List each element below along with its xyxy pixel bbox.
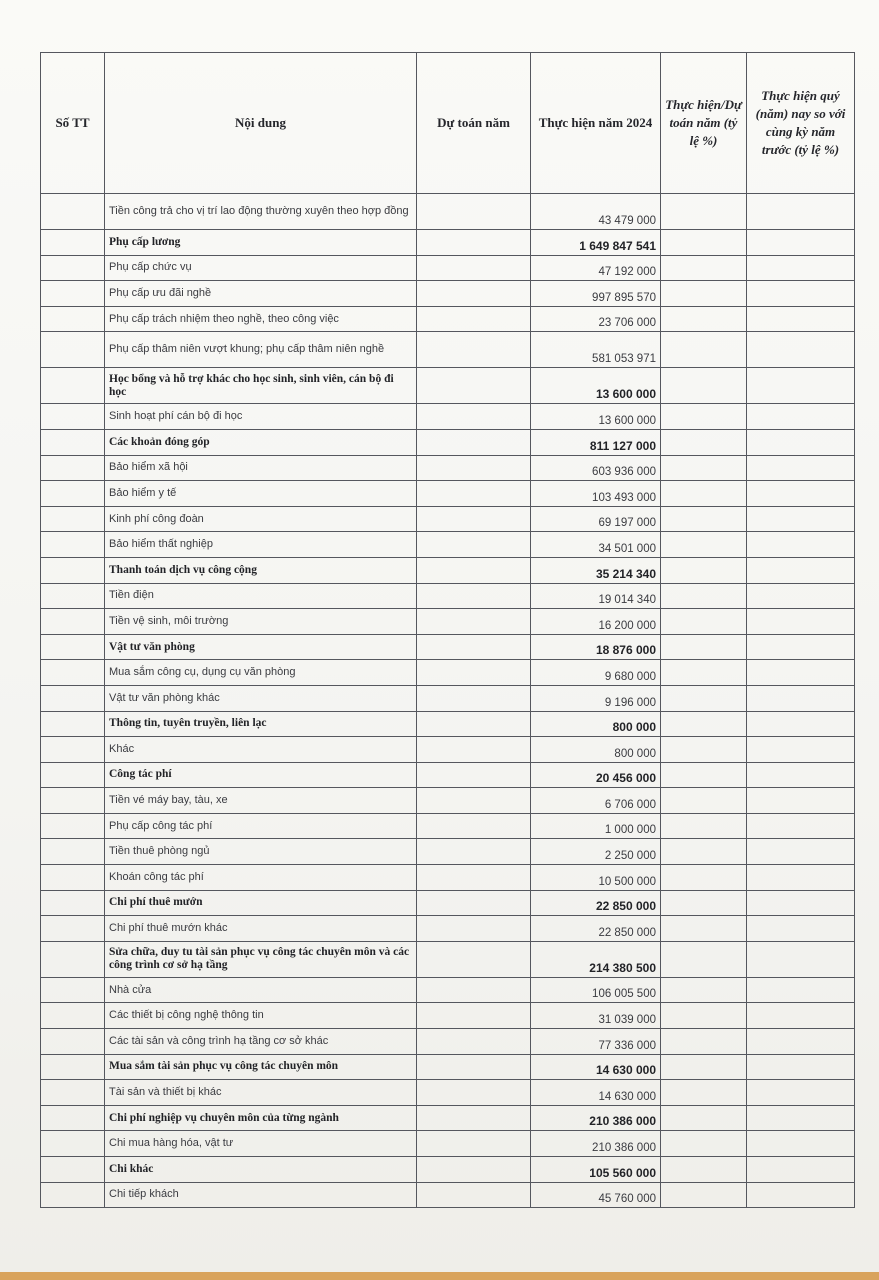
cell-stt: [41, 306, 105, 332]
desk-edge: [0, 1272, 879, 1280]
cell-ty-le: [661, 941, 747, 977]
cell-du-toan: [417, 839, 531, 865]
cell-noi-dung: Phụ cấp chức vụ: [105, 255, 417, 281]
cell-du-toan: [417, 660, 531, 686]
cell-stt: [41, 1157, 105, 1183]
table-row: [41, 583, 855, 609]
cell-du-toan: [417, 368, 531, 404]
cell-thuc-hien: 16 200 000: [531, 609, 661, 635]
cell-thuc-hien: 20 456 000: [531, 762, 661, 788]
table-row: [41, 1080, 855, 1106]
cell-noi-dung: Vật tư văn phòng khác: [105, 685, 417, 711]
cell-so-sanh: [747, 1182, 855, 1208]
cell-noi-dung: Tiền thuê phòng ngủ: [105, 839, 417, 865]
table-row: [41, 506, 855, 532]
cell-stt: [41, 762, 105, 788]
cell-noi-dung: Tài sản và thiết bị khác: [105, 1080, 417, 1106]
cell-stt: [41, 230, 105, 256]
cell-ty-le: [661, 481, 747, 507]
cell-ty-le: [661, 788, 747, 814]
cell-noi-dung: Sinh hoạt phí cán bộ đi học: [105, 404, 417, 430]
cell-noi-dung: Chi khác: [105, 1157, 417, 1183]
cell-noi-dung: Các thiết bị công nghệ thông tin: [105, 1003, 417, 1029]
cell-so-sanh: [747, 404, 855, 430]
table-row: [41, 737, 855, 763]
cell-so-sanh: [747, 1054, 855, 1080]
cell-du-toan: [417, 890, 531, 916]
cell-noi-dung: Thông tin, tuyên truyền, liên lạc: [105, 711, 417, 737]
table-row: [41, 481, 855, 507]
cell-du-toan: [417, 916, 531, 942]
cell-thuc-hien: 210 386 000: [531, 1105, 661, 1131]
cell-ty-le: [661, 1054, 747, 1080]
cell-ty-le: [661, 1131, 747, 1157]
cell-thuc-hien: 45 760 000: [531, 1182, 661, 1208]
cell-du-toan: [417, 941, 531, 977]
cell-noi-dung: Học bổng và hỗ trợ khác cho học sinh, sinh viên, cán bộ đi học: [105, 368, 417, 404]
cell-stt: [41, 865, 105, 891]
cell-ty-le: [661, 634, 747, 660]
table-row: [41, 839, 855, 865]
cell-du-toan: [417, 865, 531, 891]
cell-noi-dung: Mua sắm công cụ, dụng cụ văn phòng: [105, 660, 417, 686]
cell-du-toan: [417, 1029, 531, 1055]
cell-ty-le: [661, 404, 747, 430]
table-row: [41, 941, 855, 977]
cell-noi-dung: Tiền vệ sinh, môi trường: [105, 609, 417, 635]
cell-ty-le: [661, 583, 747, 609]
table-row: [41, 813, 855, 839]
table-row: [41, 1131, 855, 1157]
cell-ty-le: [661, 1157, 747, 1183]
cell-thuc-hien: 9 680 000: [531, 660, 661, 686]
cell-so-sanh: [747, 368, 855, 404]
cell-noi-dung: Tiền vé máy bay, tàu, xe: [105, 788, 417, 814]
cell-stt: [41, 506, 105, 532]
cell-du-toan: [417, 429, 531, 455]
table-row: [41, 455, 855, 481]
cell-noi-dung: Các tài sản và công trình hạ tầng cơ sở khác: [105, 1029, 417, 1055]
cell-stt: [41, 916, 105, 942]
table-row: [41, 1157, 855, 1183]
cell-so-sanh: [747, 506, 855, 532]
cell-so-sanh: [747, 281, 855, 307]
table-row: [41, 609, 855, 635]
cell-stt: [41, 1131, 105, 1157]
cell-thuc-hien: 603 936 000: [531, 455, 661, 481]
cell-so-sanh: [747, 194, 855, 230]
cell-noi-dung: Vật tư văn phòng: [105, 634, 417, 660]
cell-thuc-hien: 13 600 000: [531, 404, 661, 430]
cell-du-toan: [417, 1054, 531, 1080]
cell-du-toan: [417, 281, 531, 307]
cell-ty-le: [661, 813, 747, 839]
cell-du-toan: [417, 762, 531, 788]
cell-thuc-hien: 14 630 000: [531, 1080, 661, 1106]
cell-stt: [41, 977, 105, 1003]
cell-thuc-hien: 997 895 570: [531, 281, 661, 307]
cell-ty-le: [661, 609, 747, 635]
cell-so-sanh: [747, 1003, 855, 1029]
cell-stt: [41, 1182, 105, 1208]
cell-thuc-hien: 214 380 500: [531, 941, 661, 977]
cell-noi-dung: Khoán công tác phí: [105, 865, 417, 891]
cell-so-sanh: [747, 977, 855, 1003]
header-ty-le: Thực hiện/Dự toán năm (tỷ lệ %): [661, 53, 747, 194]
cell-ty-le: [661, 1080, 747, 1106]
cell-thuc-hien: 69 197 000: [531, 506, 661, 532]
cell-ty-le: [661, 737, 747, 763]
cell-du-toan: [417, 1105, 531, 1131]
cell-thuc-hien: 47 192 000: [531, 255, 661, 281]
cell-noi-dung: Chi phí nghiệp vụ chuyên môn của từng ngành: [105, 1105, 417, 1131]
header-noi-dung: Nội dung: [105, 53, 417, 194]
cell-thuc-hien: 1 649 847 541: [531, 230, 661, 256]
cell-stt: [41, 813, 105, 839]
cell-so-sanh: [747, 583, 855, 609]
cell-ty-le: [661, 455, 747, 481]
budget-table: [40, 52, 855, 1208]
cell-du-toan: [417, 977, 531, 1003]
cell-du-toan: [417, 1182, 531, 1208]
cell-thuc-hien: 105 560 000: [531, 1157, 661, 1183]
cell-so-sanh: [747, 230, 855, 256]
cell-stt: [41, 557, 105, 583]
cell-thuc-hien: 800 000: [531, 737, 661, 763]
cell-stt: [41, 660, 105, 686]
cell-du-toan: [417, 583, 531, 609]
header-stt: Số TT: [41, 53, 105, 194]
cell-stt: [41, 711, 105, 737]
cell-thuc-hien: 22 850 000: [531, 916, 661, 942]
cell-du-toan: [417, 404, 531, 430]
cell-so-sanh: [747, 711, 855, 737]
cell-noi-dung: Sửa chữa, duy tu tài sản phục vụ công tác chuyên môn và các công trình cơ sở hạ tầng: [105, 941, 417, 977]
cell-noi-dung: Khác: [105, 737, 417, 763]
table-header-row: [41, 53, 855, 194]
cell-ty-le: [661, 865, 747, 891]
cell-noi-dung: Tiền công trả cho vị trí lao động thường xuyên theo hợp đồng: [105, 194, 417, 230]
header-so-sanh: Thực hiện quý (năm) nay so với cùng kỳ năm trước (tỷ lệ %): [747, 53, 855, 194]
cell-ty-le: [661, 685, 747, 711]
cell-ty-le: [661, 194, 747, 230]
cell-so-sanh: [747, 306, 855, 332]
cell-thuc-hien: 23 706 000: [531, 306, 661, 332]
cell-stt: [41, 532, 105, 558]
cell-so-sanh: [747, 660, 855, 686]
table-row: [41, 634, 855, 660]
table-row: [41, 711, 855, 737]
cell-so-sanh: [747, 890, 855, 916]
cell-noi-dung: Mua sắm tài sản phục vụ công tác chuyên môn: [105, 1054, 417, 1080]
cell-thuc-hien: 13 600 000: [531, 368, 661, 404]
cell-noi-dung: Tiền điện: [105, 583, 417, 609]
cell-stt: [41, 429, 105, 455]
table-row: [41, 788, 855, 814]
cell-du-toan: [417, 1003, 531, 1029]
cell-thuc-hien: 18 876 000: [531, 634, 661, 660]
cell-thuc-hien: 103 493 000: [531, 481, 661, 507]
cell-ty-le: [661, 1003, 747, 1029]
cell-du-toan: [417, 194, 531, 230]
cell-thuc-hien: 31 039 000: [531, 1003, 661, 1029]
cell-ty-le: [661, 660, 747, 686]
cell-ty-le: [661, 839, 747, 865]
cell-ty-le: [661, 557, 747, 583]
cell-ty-le: [661, 1029, 747, 1055]
cell-du-toan: [417, 1157, 531, 1183]
cell-noi-dung: Bảo hiểm xã hội: [105, 455, 417, 481]
cell-ty-le: [661, 332, 747, 368]
cell-so-sanh: [747, 1157, 855, 1183]
cell-ty-le: [661, 1182, 747, 1208]
cell-stt: [41, 890, 105, 916]
cell-du-toan: [417, 532, 531, 558]
cell-du-toan: [417, 711, 531, 737]
cell-du-toan: [417, 685, 531, 711]
cell-thuc-hien: 10 500 000: [531, 865, 661, 891]
cell-stt: [41, 481, 105, 507]
cell-so-sanh: [747, 737, 855, 763]
cell-du-toan: [417, 557, 531, 583]
cell-noi-dung: Phụ cấp ưu đãi nghề: [105, 281, 417, 307]
table-row: [41, 429, 855, 455]
cell-noi-dung: Kinh phí công đoàn: [105, 506, 417, 532]
table-row: [41, 977, 855, 1003]
cell-du-toan: [417, 255, 531, 281]
cell-thuc-hien: 2 250 000: [531, 839, 661, 865]
cell-noi-dung: Chi phí thuê mướn khác: [105, 916, 417, 942]
table-row: [41, 255, 855, 281]
header-du-toan: Dự toán năm: [417, 53, 531, 194]
cell-so-sanh: [747, 332, 855, 368]
cell-thuc-hien: 14 630 000: [531, 1054, 661, 1080]
cell-noi-dung: Nhà cửa: [105, 977, 417, 1003]
table-row: [41, 762, 855, 788]
cell-stt: [41, 737, 105, 763]
cell-du-toan: [417, 306, 531, 332]
cell-stt: [41, 583, 105, 609]
cell-stt: [41, 332, 105, 368]
table-row: [41, 685, 855, 711]
table-row: [41, 281, 855, 307]
cell-noi-dung: Chi mua hàng hóa, vật tư: [105, 1131, 417, 1157]
cell-du-toan: [417, 788, 531, 814]
table-row: [41, 1029, 855, 1055]
cell-so-sanh: [747, 481, 855, 507]
table-row: [41, 865, 855, 891]
cell-du-toan: [417, 634, 531, 660]
cell-ty-le: [661, 977, 747, 1003]
cell-so-sanh: [747, 865, 855, 891]
cell-thuc-hien: 43 479 000: [531, 194, 661, 230]
cell-noi-dung: Thanh toán dịch vụ công cộng: [105, 557, 417, 583]
cell-so-sanh: [747, 685, 855, 711]
cell-noi-dung: Phụ cấp thâm niên vượt khung; phụ cấp thâm niên nghề: [105, 332, 417, 368]
cell-stt: [41, 368, 105, 404]
table-row: [41, 890, 855, 916]
table-row: [41, 306, 855, 332]
table-row: [41, 660, 855, 686]
header-thuc-hien: Thực hiện năm 2024: [531, 53, 661, 194]
cell-so-sanh: [747, 1131, 855, 1157]
cell-stt: [41, 1029, 105, 1055]
cell-ty-le: [661, 230, 747, 256]
cell-ty-le: [661, 762, 747, 788]
cell-stt: [41, 839, 105, 865]
cell-thuc-hien: 581 053 971: [531, 332, 661, 368]
table-row: [41, 1054, 855, 1080]
cell-noi-dung: Công tác phí: [105, 762, 417, 788]
cell-ty-le: [661, 711, 747, 737]
cell-ty-le: [661, 1105, 747, 1131]
cell-thuc-hien: 34 501 000: [531, 532, 661, 558]
table-row: [41, 194, 855, 230]
table-row: [41, 404, 855, 430]
table-row: [41, 230, 855, 256]
cell-ty-le: [661, 890, 747, 916]
cell-du-toan: [417, 481, 531, 507]
cell-so-sanh: [747, 813, 855, 839]
cell-thuc-hien: 1 000 000: [531, 813, 661, 839]
cell-noi-dung: Phụ cấp lương: [105, 230, 417, 256]
cell-du-toan: [417, 1080, 531, 1106]
cell-so-sanh: [747, 941, 855, 977]
cell-noi-dung: Các khoản đóng góp: [105, 429, 417, 455]
cell-stt: [41, 1105, 105, 1131]
cell-du-toan: [417, 230, 531, 256]
cell-stt: [41, 455, 105, 481]
cell-thuc-hien: 77 336 000: [531, 1029, 661, 1055]
cell-ty-le: [661, 916, 747, 942]
cell-noi-dung: Phụ cấp công tác phí: [105, 813, 417, 839]
cell-ty-le: [661, 368, 747, 404]
cell-thuc-hien: 35 214 340: [531, 557, 661, 583]
cell-ty-le: [661, 255, 747, 281]
cell-thuc-hien: 6 706 000: [531, 788, 661, 814]
cell-ty-le: [661, 281, 747, 307]
cell-thuc-hien: 9 196 000: [531, 685, 661, 711]
cell-so-sanh: [747, 557, 855, 583]
cell-thuc-hien: 800 000: [531, 711, 661, 737]
cell-stt: [41, 1054, 105, 1080]
cell-thuc-hien: 19 014 340: [531, 583, 661, 609]
cell-stt: [41, 194, 105, 230]
cell-ty-le: [661, 429, 747, 455]
cell-ty-le: [661, 306, 747, 332]
cell-stt: [41, 685, 105, 711]
cell-so-sanh: [747, 762, 855, 788]
cell-so-sanh: [747, 1029, 855, 1055]
cell-du-toan: [417, 813, 531, 839]
cell-stt: [41, 404, 105, 430]
cell-ty-le: [661, 506, 747, 532]
table-row: [41, 332, 855, 368]
cell-du-toan: [417, 609, 531, 635]
cell-du-toan: [417, 455, 531, 481]
cell-stt: [41, 1003, 105, 1029]
cell-stt: [41, 1080, 105, 1106]
cell-noi-dung: Bảo hiểm y tế: [105, 481, 417, 507]
cell-thuc-hien: 106 005 500: [531, 977, 661, 1003]
cell-so-sanh: [747, 634, 855, 660]
cell-so-sanh: [747, 609, 855, 635]
table-body: [41, 194, 855, 1208]
cell-so-sanh: [747, 532, 855, 558]
cell-stt: [41, 609, 105, 635]
table-row: [41, 1105, 855, 1131]
cell-so-sanh: [747, 255, 855, 281]
table-row: [41, 557, 855, 583]
cell-noi-dung: Bảo hiểm thất nghiệp: [105, 532, 417, 558]
cell-stt: [41, 281, 105, 307]
cell-stt: [41, 255, 105, 281]
cell-du-toan: [417, 332, 531, 368]
cell-so-sanh: [747, 788, 855, 814]
cell-noi-dung: Chi phí thuê mướn: [105, 890, 417, 916]
cell-thuc-hien: 22 850 000: [531, 890, 661, 916]
cell-noi-dung: Chi tiếp khách: [105, 1182, 417, 1208]
cell-stt: [41, 634, 105, 660]
cell-so-sanh: [747, 455, 855, 481]
cell-stt: [41, 941, 105, 977]
cell-so-sanh: [747, 1080, 855, 1106]
cell-so-sanh: [747, 429, 855, 455]
cell-du-toan: [417, 737, 531, 763]
cell-so-sanh: [747, 1105, 855, 1131]
cell-so-sanh: [747, 916, 855, 942]
cell-du-toan: [417, 506, 531, 532]
table-row: [41, 916, 855, 942]
cell-ty-le: [661, 532, 747, 558]
table-row: [41, 532, 855, 558]
table-row: [41, 368, 855, 404]
cell-stt: [41, 788, 105, 814]
cell-thuc-hien: 210 386 000: [531, 1131, 661, 1157]
cell-so-sanh: [747, 839, 855, 865]
cell-du-toan: [417, 1131, 531, 1157]
table-row: [41, 1003, 855, 1029]
cell-noi-dung: Phụ cấp trách nhiệm theo nghề, theo công việc: [105, 306, 417, 332]
cell-thuc-hien: 811 127 000: [531, 429, 661, 455]
table-row: [41, 1182, 855, 1208]
